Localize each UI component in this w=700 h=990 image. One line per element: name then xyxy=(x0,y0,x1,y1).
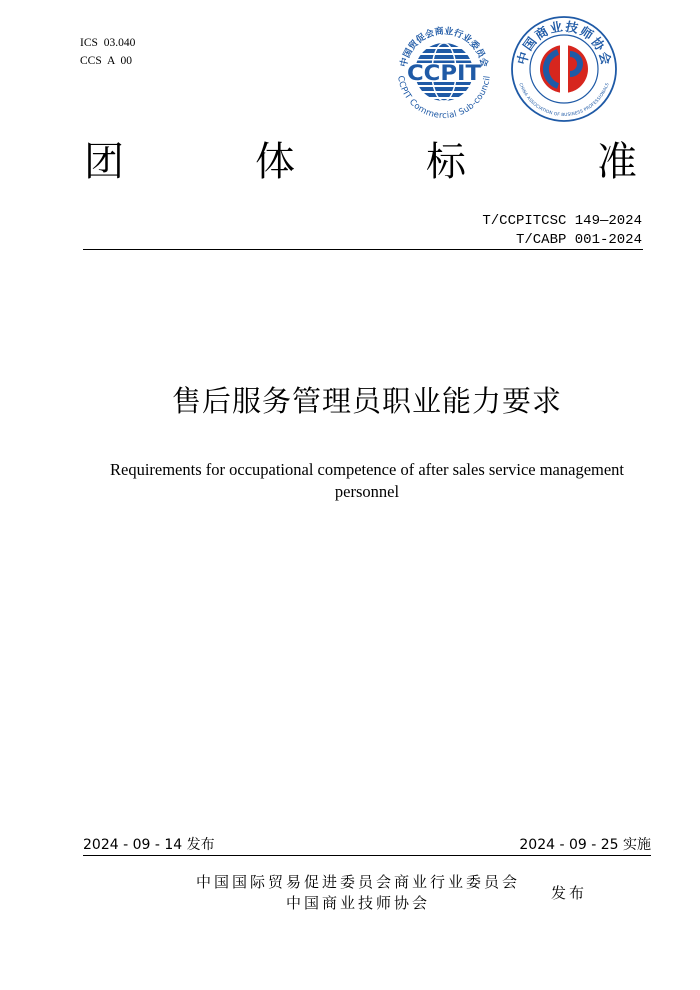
standard-type-char: 团 xyxy=(84,139,124,185)
ccpit-logo-top-text: 中国贸促会商业行业委员会 xyxy=(399,26,489,69)
cabp-logo-bottom-text: CHINA ASSOCIATION OF BUSINESS PROFESSIONALS xyxy=(517,82,611,119)
standard-number-cabp: T/CABP 001-2024 xyxy=(515,232,642,248)
publisher-name-cabp: 中国商业技师协会 xyxy=(285,894,430,912)
header-divider xyxy=(83,249,643,250)
ccpit-logo-center-text: CCPIT xyxy=(407,61,482,85)
ccpit-logo xyxy=(388,18,500,126)
cabp-logo-top-text: 中国商业技师协会 xyxy=(514,18,614,67)
publishers xyxy=(150,872,566,914)
publish-label: 发布 xyxy=(551,884,588,902)
ics-code: ICS 03.040 xyxy=(80,37,136,49)
ccpit-logo-bottom-text: CCPIT Commercial Sub-council xyxy=(395,75,493,122)
publisher-name-ccpit: 中国国际贸易促进委员会商业行业委员会 xyxy=(195,873,520,891)
title-en xyxy=(87,459,647,503)
title-en-line-2: personnel xyxy=(334,482,400,501)
standard-numbers xyxy=(482,212,642,250)
title-en-line-1: Requirements for occupational competence of after sales service management xyxy=(109,460,625,479)
classification-codes xyxy=(80,34,135,70)
title-zh: 售后服务管理员职业能力要求 xyxy=(171,384,562,418)
standard-type-char: 准 xyxy=(597,139,637,185)
issue-date: 2024 - 09 - 14 发布 xyxy=(83,837,215,853)
standard-number-ccpitcsc: T/CCPITCSC 149—2024 xyxy=(482,213,642,229)
ccs-code: CCS A 00 xyxy=(80,55,133,67)
standard-type-char: 标 xyxy=(426,139,466,185)
cabp-logo xyxy=(508,14,620,124)
footer-divider xyxy=(83,855,651,856)
standard-type-char: 体 xyxy=(255,139,295,185)
implementation-date: 2024 - 09 - 25 实施 xyxy=(519,837,651,853)
standard-type-heading xyxy=(84,140,637,184)
cabp-emblem-icon xyxy=(540,45,588,93)
